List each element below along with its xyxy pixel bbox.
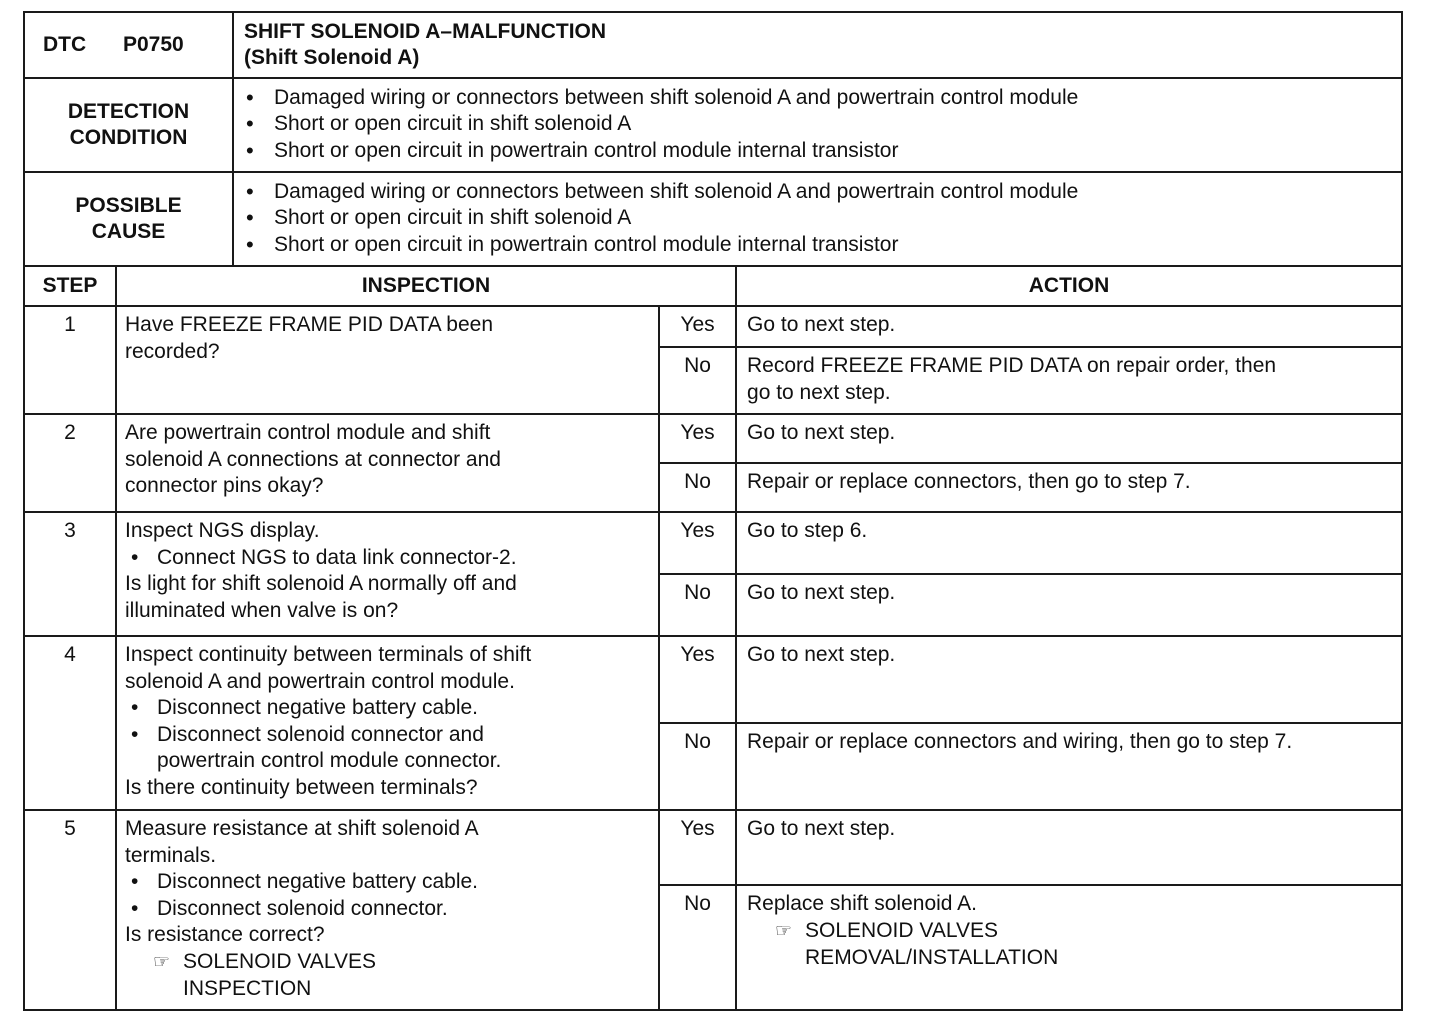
no-action: Go to next step. bbox=[736, 574, 1402, 636]
yes-action: Go to next step. bbox=[736, 636, 1402, 723]
col-inspection-header: INSPECTION bbox=[116, 266, 736, 306]
detection-condition-label bbox=[24, 78, 233, 172]
pointing-hand-icon: ☞ bbox=[153, 951, 171, 973]
dtc-id-cell bbox=[24, 12, 233, 78]
reference-link[interactable]: SOLENOID VALVES bbox=[805, 918, 998, 942]
inspection-text: Inspect continuity between terminals of shift bbox=[125, 643, 532, 666]
detection-item: • Short or open circuit in shift solenoid A bbox=[244, 111, 1393, 138]
inspection-text: Is there continuity between terminals? bbox=[125, 775, 478, 799]
step-row bbox=[24, 414, 1402, 463]
col-action-header: ACTION bbox=[736, 266, 1402, 306]
no-label: No bbox=[659, 574, 736, 636]
no-action bbox=[736, 885, 1402, 1010]
step-inspection bbox=[116, 414, 659, 512]
inspection-text: Is resistance correct? bbox=[125, 923, 325, 946]
step-inspection bbox=[116, 512, 659, 636]
yes-label: Yes bbox=[659, 306, 736, 347]
col-step-header: STEP bbox=[24, 266, 116, 306]
inspection-text: connector pins okay? bbox=[125, 474, 324, 497]
inspection-text: illuminated when valve is on? bbox=[125, 598, 399, 622]
inspection-bullet: • Disconnect solenoid connector and bbox=[125, 722, 650, 749]
yes-label: Yes bbox=[659, 512, 736, 574]
detection-item: • Short or open circuit in powertrain control module internal transistor bbox=[244, 138, 1393, 165]
no-action: Repair or replace connectors, then go to step 7. bbox=[736, 463, 1402, 512]
dtc-label: DTC bbox=[43, 32, 87, 56]
inspection-text: Inspect NGS display. bbox=[125, 519, 320, 542]
no-action bbox=[736, 347, 1402, 414]
step-inspection bbox=[116, 306, 659, 414]
step-number: 4 bbox=[24, 636, 116, 810]
yes-action: Go to next step. bbox=[736, 414, 1402, 463]
inspection-text: solenoid A connections at connector and bbox=[125, 447, 501, 471]
action-text: go to next step. bbox=[747, 380, 891, 404]
inspection-text: terminals. bbox=[125, 843, 217, 867]
step-inspection bbox=[116, 636, 659, 810]
dtc-code: P0750 bbox=[123, 32, 184, 56]
dtc-header-table bbox=[23, 11, 1403, 267]
yes-action: Go to next step. bbox=[736, 306, 1402, 347]
inspection-bullet: • Connect NGS to data link connector-2. bbox=[125, 545, 650, 572]
reference-link[interactable]: SOLENOID VALVES bbox=[183, 949, 376, 973]
inspection-text: solenoid A and powertrain control module. bbox=[125, 669, 515, 693]
cause-item: • Short or open circuit in powertrain control module internal transistor bbox=[244, 232, 1393, 259]
yes-action: Go to next step. bbox=[736, 810, 1402, 885]
inspection-text: Have FREEZE FRAME PID DATA been bbox=[125, 313, 493, 336]
cause-label-line2: CAUSE bbox=[91, 220, 166, 243]
detection-label-line2: CONDITION bbox=[69, 126, 188, 149]
detection-item: • Damaged wiring or connectors between shift solenoid A and powertrain control module bbox=[244, 85, 1393, 112]
inspection-reference bbox=[125, 949, 650, 1003]
inspection-steps-table bbox=[23, 265, 1403, 1011]
reference-link[interactable]: REMOVAL/INSTALLATION bbox=[805, 946, 1059, 969]
possible-cause-list bbox=[233, 172, 1402, 266]
action-reference bbox=[747, 918, 1391, 972]
inspection-bullet: • Disconnect solenoid connector. bbox=[125, 896, 650, 923]
cause-item: • Short or open circuit in shift solenoid A bbox=[244, 205, 1393, 232]
step-number: 5 bbox=[24, 810, 116, 1010]
step-row bbox=[24, 636, 1402, 723]
inspection-text: Measure resistance at shift solenoid A bbox=[125, 817, 479, 840]
steps-header-row bbox=[24, 266, 1402, 306]
cause-label-line1: POSSIBLE bbox=[75, 193, 182, 217]
dtc-procedure-sheet bbox=[23, 11, 1403, 1011]
inspection-text: recorded? bbox=[125, 339, 220, 363]
yes-label: Yes bbox=[659, 414, 736, 463]
detection-condition-list bbox=[233, 78, 1402, 172]
action-text: Record FREEZE FRAME PID DATA on repair order, then bbox=[747, 354, 1277, 377]
no-label: No bbox=[659, 463, 736, 512]
yes-label: Yes bbox=[659, 810, 736, 885]
pointing-hand-icon: ☞ bbox=[775, 920, 793, 942]
step-number: 3 bbox=[24, 512, 116, 636]
inspection-bullet-cont: powertrain control module connector. bbox=[157, 749, 502, 772]
reference-link[interactable]: INSPECTION bbox=[183, 977, 312, 1000]
dtc-title: SHIFT SOLENOID A–MALFUNCTION bbox=[244, 19, 607, 43]
yes-action: Go to step 6. bbox=[736, 512, 1402, 574]
action-text: Replace shift solenoid A. bbox=[747, 892, 977, 915]
no-label: No bbox=[659, 723, 736, 810]
step-number: 2 bbox=[24, 414, 116, 512]
cause-item: • Damaged wiring or connectors between shift solenoid A and powertrain control module bbox=[244, 179, 1393, 206]
step-row bbox=[24, 512, 1402, 574]
inspection-bullet: • Disconnect negative battery cable. bbox=[125, 869, 650, 896]
step-row bbox=[24, 306, 1402, 347]
dtc-subtitle: (Shift Solenoid A) bbox=[244, 46, 420, 69]
step-inspection bbox=[116, 810, 659, 1010]
no-label: No bbox=[659, 347, 736, 414]
yes-label: Yes bbox=[659, 636, 736, 723]
inspection-bullet: • Disconnect negative battery cable. bbox=[125, 695, 650, 722]
inspection-text: Are powertrain control module and shift bbox=[125, 421, 491, 444]
detection-label-line1: DETECTION bbox=[67, 99, 190, 123]
no-label: No bbox=[659, 885, 736, 1010]
no-action: Repair or replace connectors and wiring, then go to step 7. bbox=[736, 723, 1402, 810]
step-number: 1 bbox=[24, 306, 116, 414]
step-row bbox=[24, 810, 1402, 885]
dtc-title-cell bbox=[233, 12, 1402, 78]
possible-cause-label bbox=[24, 172, 233, 266]
inspection-text: Is light for shift solenoid A normally off and bbox=[125, 572, 517, 595]
